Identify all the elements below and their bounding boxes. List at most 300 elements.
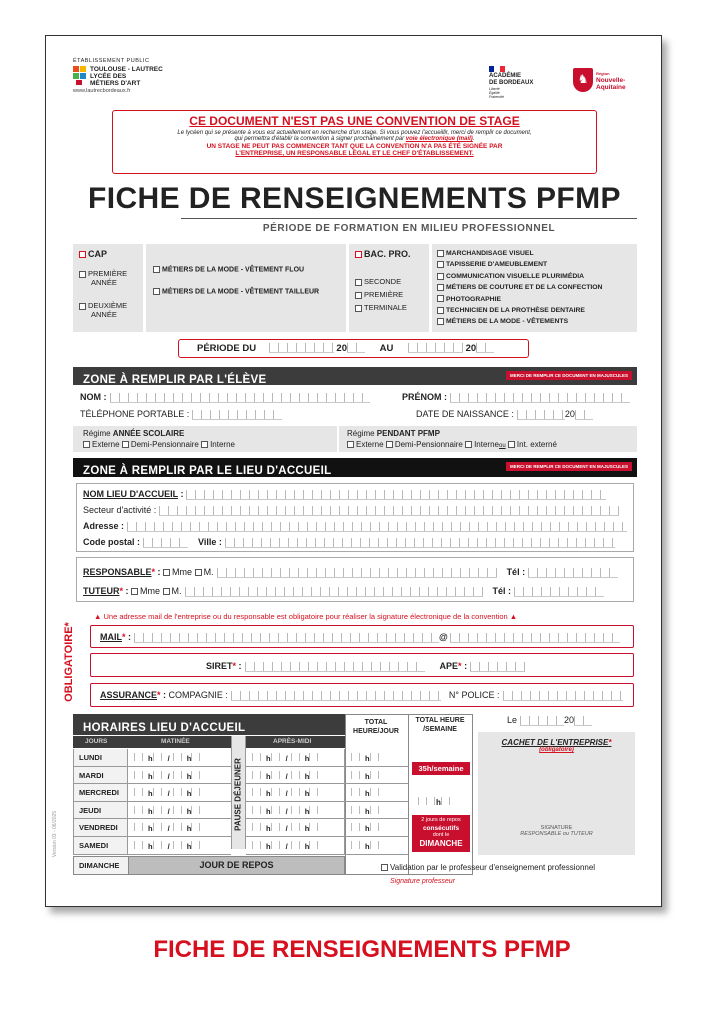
cp-row xyxy=(83,537,615,548)
matin-start-min-field[interactable] xyxy=(153,788,165,796)
mail-local-field[interactable] xyxy=(134,633,439,643)
bac-opt-checkbox[interactable] xyxy=(437,307,444,314)
school-name2: LYCÉE DES xyxy=(90,73,127,80)
police-field[interactable] xyxy=(503,691,623,701)
am-start-h: h xyxy=(266,824,271,834)
region-logo xyxy=(573,68,626,92)
cap-checkbox[interactable] xyxy=(79,251,86,258)
periode-box xyxy=(178,339,529,358)
total-jour-cell xyxy=(345,819,408,837)
matin-end-h: h xyxy=(186,754,192,763)
eleve-header-title: ZONE À REMPLIR PAR L'ÉLÈVE xyxy=(83,374,267,386)
validation-row xyxy=(381,863,595,872)
total-jour-h: h xyxy=(365,754,370,763)
dimanche-label: DIMANCHE xyxy=(74,857,129,874)
total-jour-field[interactable] xyxy=(351,788,365,796)
am-start-field[interactable] xyxy=(252,788,266,796)
school-public: ÉTABLISSEMENT PUBLIC xyxy=(73,58,150,64)
total-sem-field xyxy=(418,797,455,807)
regime-demi: Demi-Pensionnaire xyxy=(130,440,199,449)
pfmp-externe: Externe xyxy=(356,440,384,449)
prenom-label: PRÉNOM : xyxy=(402,392,447,402)
total-jour-field[interactable] xyxy=(351,806,365,814)
tut-mme-checkbox[interactable] xyxy=(131,588,138,595)
am-end-min-field[interactable] xyxy=(309,771,321,779)
ape-field[interactable] xyxy=(470,662,525,672)
secteur-label: Secteur d'activité : xyxy=(83,505,157,515)
periode-end-year: 20 xyxy=(465,343,477,354)
slash: / xyxy=(167,806,170,816)
cap-year2: DEUXIÈME xyxy=(88,301,128,310)
tuteur-row xyxy=(83,586,604,597)
cap-year-panel xyxy=(73,244,143,332)
bac-opt-checkbox[interactable] xyxy=(437,284,444,291)
am-end-h: h xyxy=(304,789,310,799)
repos-line4: DIMANCHE xyxy=(419,838,463,848)
apresmidi-cell xyxy=(246,767,345,785)
bac-option: MÉTIERS DE COUTURE ET DE LA CONFECTION xyxy=(446,284,603,292)
pause-dejeuner-label: PAUSE DÉJEUNER xyxy=(233,758,243,831)
nom-label: NOM : xyxy=(80,392,107,402)
resp-tel-field[interactable] xyxy=(528,568,618,578)
matin-start-field[interactable] xyxy=(134,753,148,761)
cachet-le: Le xyxy=(507,715,518,725)
pfmp-interne-checkbox[interactable] xyxy=(465,441,472,448)
tuteur-field[interactable] xyxy=(185,587,483,597)
region-name2: Aquitaine xyxy=(596,83,626,91)
cachet-date-row xyxy=(507,715,592,726)
apresmidi-cell xyxy=(246,802,345,820)
matin-end-h: h xyxy=(186,771,192,781)
am-start-field[interactable] xyxy=(252,771,266,779)
am-start-field[interactable] xyxy=(252,841,266,849)
matin-end-field[interactable] xyxy=(173,788,187,796)
cap-tailleur-checkbox[interactable] xyxy=(153,288,160,295)
bac-seconde: SECONDE xyxy=(364,277,402,286)
matin-end-h: h xyxy=(186,806,192,816)
regime-scolaire-panel xyxy=(73,426,337,452)
mail-at: @ xyxy=(439,632,448,642)
school-name3: MÉTIERS D'ART xyxy=(90,80,141,87)
am-end-field[interactable] xyxy=(291,788,305,796)
mail-domain-field[interactable] xyxy=(450,633,620,643)
mail-warning: ▲ Une adresse mail de l'entreprise ou du responsable est obligatoire pour réaliser la signature électronique de la convention ▲ xyxy=(94,612,518,621)
total-jour-min-field[interactable] xyxy=(370,753,382,761)
regime-pfmp-bold: PENDANT PFMP xyxy=(376,429,440,438)
tut-tel-field[interactable] xyxy=(514,587,604,597)
day-label: SAMEDI xyxy=(73,837,128,855)
total-jour-h: h xyxy=(365,771,370,781)
am-start-min-field[interactable] xyxy=(271,806,283,814)
naissance-year-field[interactable] xyxy=(575,410,593,420)
slash: / xyxy=(167,754,170,763)
am-end-h: h xyxy=(304,771,310,781)
periode-au-label: AU xyxy=(379,343,394,354)
bac-checkbox[interactable] xyxy=(355,251,362,258)
day-label: VENDREDI xyxy=(73,819,128,837)
total-jour-cell xyxy=(345,784,408,802)
ville-field[interactable] xyxy=(225,538,615,548)
matin-start-h: h xyxy=(148,806,153,816)
day-row xyxy=(73,784,473,802)
cachet-obligatoire: (obligatoire) xyxy=(539,747,574,753)
pfmp-ou: ou xyxy=(498,443,506,449)
responsable-field[interactable] xyxy=(217,568,497,578)
total-jour-min-field[interactable] xyxy=(370,806,382,814)
validation-checkbox[interactable] xyxy=(381,864,388,871)
naissance-row xyxy=(416,409,593,420)
matin-end-min-field[interactable] xyxy=(191,788,203,796)
ape-star: * xyxy=(458,661,462,671)
prenom-field[interactable] xyxy=(450,393,630,403)
total-jour-h: h xyxy=(365,842,370,851)
slash: / xyxy=(285,754,288,763)
slash: / xyxy=(285,789,288,799)
pfmp-externe-checkbox[interactable] xyxy=(347,441,354,448)
am-end-min-field[interactable] xyxy=(309,753,321,761)
matin-start-h: h xyxy=(148,754,153,763)
am-end-min-field[interactable] xyxy=(309,788,321,796)
tel-row xyxy=(80,409,282,420)
cachet-year-field[interactable] xyxy=(574,716,592,726)
responsable-star: * xyxy=(151,567,156,577)
bac-opt-checkbox[interactable] xyxy=(437,273,444,280)
am-end-min-field[interactable] xyxy=(309,823,321,831)
resp-m: M. xyxy=(203,567,214,577)
bac-option: PHOTOGRAPHIE xyxy=(446,295,502,303)
am-start-min-field[interactable] xyxy=(271,788,283,796)
matin-start-field[interactable] xyxy=(134,823,148,831)
validation-text: Validation par le professeur d'enseignement professionnel xyxy=(390,863,596,872)
notice-warning2: L'ENTREPRISE, UN RESPONSABLE LÉGAL ET LE CHEF D'ÉTABLISSEMENT. xyxy=(235,150,474,157)
title-underline xyxy=(181,218,637,219)
notice-title: CE DOCUMENT N'EST PAS UNE CONVENTION DE STAGE xyxy=(189,114,520,128)
horaires-subheader xyxy=(73,736,345,748)
apresmidi-cell xyxy=(246,749,345,767)
bac-opt-checkbox[interactable] xyxy=(437,318,444,325)
lautrec-logo-icon xyxy=(73,66,87,86)
regime-pfmp-label: Régime xyxy=(347,429,377,438)
am-end-h: h xyxy=(304,824,310,834)
cap-flou-checkbox[interactable] xyxy=(153,266,160,273)
total-jour-header: TOTAL HEURE/JOUR xyxy=(353,719,399,735)
secteur-row xyxy=(83,505,619,516)
total-jour-h: h xyxy=(365,806,370,816)
compagnie-field[interactable] xyxy=(231,691,441,701)
notice-line1: Le lycéen qui se présente à vous est actuellement en recherche d'un stage. Si vous pouvez l'accueillir, merci de remplir ce document, xyxy=(177,130,532,136)
naissance-field[interactable] xyxy=(517,410,565,420)
resp-m-checkbox[interactable] xyxy=(195,569,202,576)
cachet-box[interactable] xyxy=(478,732,635,855)
am-end-field[interactable] xyxy=(291,806,305,814)
responsable-colon: : xyxy=(155,567,161,577)
total-jour-h: h xyxy=(365,789,370,799)
version-label: Version 03 - 06/2025 xyxy=(52,810,58,858)
bac-option: COMMUNICATION VISUELLE PLURIMÉDIA xyxy=(446,272,585,280)
total-sem-h-field[interactable] xyxy=(418,797,436,805)
bac-opt-checkbox[interactable] xyxy=(437,261,444,268)
total-jour-min-field[interactable] xyxy=(370,788,382,796)
day-label: JEUDI xyxy=(73,802,128,820)
am-start-field[interactable] xyxy=(252,753,266,761)
accueil-header-title: ZONE À REMPLIR PAR LE LIEU D'ACCUEIL xyxy=(83,465,332,477)
cachet-date-field[interactable] xyxy=(520,716,564,726)
bac-option: MÉTIERS DE LA MODE - VÊTEMENTS xyxy=(446,318,569,326)
am-end-h: h xyxy=(304,754,310,763)
naissance-label: DATE DE NAISSANCE : xyxy=(416,409,514,419)
am-end-min-field[interactable] xyxy=(309,841,321,849)
compagnie-label: COMPAGNIE : xyxy=(168,690,228,700)
responsable-label: RESPONSABLE xyxy=(83,567,152,577)
academie-line1: ACADÉMIE xyxy=(489,73,522,79)
region-crest-icon: ♞ xyxy=(573,68,593,92)
cp-label: Code postal : xyxy=(83,537,141,547)
total-jour-field[interactable] xyxy=(351,823,365,831)
siret-colon: : xyxy=(236,661,242,671)
repos-badge xyxy=(412,815,470,852)
periode-start-field[interactable] xyxy=(269,343,334,353)
nomlieu-row xyxy=(83,489,606,500)
cap-year2-checkbox[interactable] xyxy=(79,303,86,310)
total-jour-cell xyxy=(345,767,408,785)
matin-start-field[interactable] xyxy=(134,771,148,779)
pfmp-intext: Int. externé xyxy=(516,440,557,449)
regime-demi-checkbox[interactable] xyxy=(122,441,129,448)
tut-m-checkbox[interactable] xyxy=(163,588,170,595)
bac-terminale-checkbox[interactable] xyxy=(355,305,362,312)
cp-field[interactable] xyxy=(143,538,188,548)
matin-end-field[interactable] xyxy=(173,841,187,849)
matin-end-field[interactable] xyxy=(173,771,187,779)
am-start-min-field[interactable] xyxy=(271,753,283,761)
matin-end-min-field[interactable] xyxy=(191,823,203,831)
pfmp-demi: Demi-Pensionnaire xyxy=(394,440,463,449)
matin-start-field[interactable] xyxy=(134,806,148,814)
matinee-cell xyxy=(128,784,231,802)
bac-option: TECHNICIEN DE LA PROTHÈSE DENTAIRE xyxy=(446,307,585,315)
cap-options-panel xyxy=(146,244,346,332)
mail-colon: : xyxy=(125,632,132,642)
slash: / xyxy=(285,824,288,834)
matin-end-h: h xyxy=(186,842,192,851)
ape-label: APE xyxy=(439,661,459,671)
matin-start-min-field[interactable] xyxy=(153,841,165,849)
secteur-field[interactable] xyxy=(159,506,619,516)
periode-start-year: 20 xyxy=(336,343,347,354)
region-small: Région xyxy=(596,70,610,76)
tel-field[interactable] xyxy=(192,410,282,420)
matinee-cell xyxy=(128,802,231,820)
periode-end-year-field[interactable] xyxy=(476,343,494,353)
matin-start-h: h xyxy=(148,842,153,851)
am-start-h: h xyxy=(266,842,271,851)
adresse-field[interactable] xyxy=(127,522,627,532)
am-end-field[interactable] xyxy=(291,771,305,779)
signature-label: SIGNATURE xyxy=(540,825,573,831)
matinee-cell xyxy=(128,837,231,855)
total-sem-header: TOTAL HEURE /SEMAINE xyxy=(415,717,465,733)
day-label: MARDI xyxy=(73,767,128,785)
horaires-title: HORAIRES LIEU D'ACCUEIL xyxy=(83,722,246,734)
am-end-h: h xyxy=(304,842,310,851)
matinee-cell xyxy=(128,749,231,767)
matin-end-field[interactable] xyxy=(173,823,187,831)
total-sem-m-field[interactable] xyxy=(441,797,455,805)
bac-terminale: TERMINALE xyxy=(364,303,407,312)
total-jour-min-field[interactable] xyxy=(370,841,382,849)
am-start-field[interactable] xyxy=(252,806,266,814)
assurance-label: ASSURANCE xyxy=(100,690,158,700)
am-start-h: h xyxy=(266,771,271,781)
matin-end-field[interactable] xyxy=(173,806,187,814)
periode-end-field[interactable] xyxy=(408,343,463,353)
bac-year-panel xyxy=(349,244,429,332)
pfmp-demi-checkbox[interactable] xyxy=(386,441,393,448)
slash: / xyxy=(285,771,288,781)
eleve-majuscules-tag: MERCI DE REMPLIR CE DOCUMENT EN MAJUSCULES xyxy=(506,371,632,380)
school-name: TOULOUSE - LAUTREC xyxy=(90,66,163,73)
naissance-year: 20 xyxy=(564,409,575,419)
bac-premiere: PREMIÈRE xyxy=(364,290,404,299)
french-flag-icon xyxy=(489,66,505,72)
am-start-min-field[interactable] xyxy=(271,823,283,831)
notice-box xyxy=(112,110,597,174)
periode-du-label: PÉRIODE DU xyxy=(197,343,257,354)
matin-start-min-field[interactable] xyxy=(153,823,165,831)
siret-row xyxy=(206,661,525,672)
matin-start-h: h xyxy=(148,789,153,799)
matin-end-min-field[interactable] xyxy=(191,806,203,814)
slash: / xyxy=(285,806,288,816)
responsable-row xyxy=(83,567,618,578)
tut-m: M. xyxy=(171,586,182,596)
matin-start-h: h xyxy=(148,824,153,834)
apresmidi-cell xyxy=(246,784,345,802)
pfmp-interne: Interne xyxy=(474,440,499,449)
am-start-min-field[interactable] xyxy=(271,771,283,779)
am-start-min-field[interactable] xyxy=(271,841,283,849)
bac-seconde-checkbox[interactable] xyxy=(355,279,362,286)
tuteur-colon: : xyxy=(123,586,129,596)
day-label: MERCREDI xyxy=(73,784,128,802)
resp-mme-checkbox[interactable] xyxy=(163,569,170,576)
bac-opt-checkbox[interactable] xyxy=(437,295,444,302)
cap-year1-checkbox[interactable] xyxy=(79,271,86,278)
total-jour-cell xyxy=(345,837,408,855)
siret-label: SIRET xyxy=(206,661,233,671)
school-url: www.lautrecbordeaux.fr xyxy=(73,88,131,94)
accueil-header xyxy=(73,458,637,477)
jours-header: JOURS xyxy=(85,738,108,745)
am-start-h: h xyxy=(266,789,271,799)
total-jour-min-field[interactable] xyxy=(370,823,382,831)
mail-row xyxy=(100,632,620,643)
notice-warning1: UN STAGE NE PEUT PAS COMMENCER TANT QUE LA CONVENTION N'A PAS ÉTÉ SIGNÉE PAR xyxy=(206,143,503,150)
matin-end-min-field[interactable] xyxy=(191,771,203,779)
total-jour-field[interactable] xyxy=(351,753,365,761)
tuteur-label: TUTEUR xyxy=(83,586,120,596)
slash: / xyxy=(285,842,288,851)
total-jour-field[interactable] xyxy=(351,841,365,849)
page-title: FICHE DE RENSEIGNEMENTS PFMP xyxy=(88,182,621,215)
total-jour-min-field[interactable] xyxy=(370,771,382,779)
matin-start-field[interactable] xyxy=(134,841,148,849)
cap-year1b: ANNÉE xyxy=(91,278,117,287)
am-start-field[interactable] xyxy=(252,823,266,831)
siret-star: * xyxy=(232,661,237,671)
bottom-caption: FICHE DE RENSEIGNEMENTS PFMP xyxy=(153,936,571,963)
bac-option: TAPISSERIE D'AMEUBLEMENT xyxy=(446,261,548,269)
bac-premiere-checkbox[interactable] xyxy=(355,292,362,299)
obligatoire-vertical: OBLIGATOIRE* xyxy=(63,622,75,702)
nom-field[interactable] xyxy=(110,393,370,403)
am-end-field[interactable] xyxy=(291,823,305,831)
am-end-field[interactable] xyxy=(291,841,305,849)
cap-year1: PREMIÈRE xyxy=(88,269,128,278)
regime-pfmp-panel xyxy=(339,426,637,452)
adresse-label: Adresse : xyxy=(83,521,125,531)
jour-de-repos: JOUR DE REPOS xyxy=(129,857,344,874)
nomlieu-colon: : xyxy=(177,489,184,499)
matin-start-min-field[interactable] xyxy=(153,771,165,779)
region-name1: Nouvelle- xyxy=(596,76,626,84)
slash: / xyxy=(167,842,170,851)
adresse-row xyxy=(83,521,627,532)
page-subtitle: PÉRIODE DE FORMATION EN MILIEU PROFESSIONNEL xyxy=(262,223,556,234)
horaires-header xyxy=(73,714,345,735)
regime-scolaire-label: Régime xyxy=(83,429,113,438)
bac-opt-checkbox[interactable] xyxy=(437,250,444,257)
regime-externe: Externe xyxy=(92,440,120,449)
matinee-cell xyxy=(128,767,231,785)
badge-35h: 35h/semaine xyxy=(412,762,470,775)
dimanche-row xyxy=(73,856,345,875)
day-label: LUNDI xyxy=(73,749,128,767)
total-jour-field[interactable] xyxy=(351,771,365,779)
regime-interne-checkbox[interactable] xyxy=(201,441,208,448)
pfmp-intext-checkbox[interactable] xyxy=(508,441,515,448)
regime-externe-checkbox[interactable] xyxy=(83,441,90,448)
slash: / xyxy=(167,824,170,834)
school-logo xyxy=(73,58,183,94)
siret-field[interactable] xyxy=(245,662,425,672)
academie-motto: Liberté Égalité Fraternité xyxy=(489,87,504,99)
periode-start-year-field[interactable] xyxy=(347,343,365,353)
cachet-star: * xyxy=(608,738,612,747)
nomlieu-field[interactable] xyxy=(186,490,606,500)
tut-tel-label: Tél : xyxy=(492,586,512,596)
am-end-field[interactable] xyxy=(291,753,305,761)
eleve-header xyxy=(73,367,637,385)
cap-option-tailleur: MÉTIERS DE LA MODE - VÊTEMENT TAILLEUR xyxy=(162,288,320,296)
tut-mme: Mme xyxy=(140,586,161,596)
matin-start-field[interactable] xyxy=(134,788,148,796)
notice-link[interactable]: voie électronique (mail) xyxy=(405,136,473,142)
matin-end-min-field[interactable] xyxy=(191,753,203,761)
matin-start-min-field[interactable] xyxy=(153,806,165,814)
regime-interne: Interne xyxy=(210,440,235,449)
matin-start-min-field[interactable] xyxy=(153,753,165,761)
academie-line2: DE BORDEAUX xyxy=(489,80,534,86)
matin-end-min-field[interactable] xyxy=(191,841,203,849)
am-end-min-field[interactable] xyxy=(309,806,321,814)
academie-logo xyxy=(489,66,559,99)
matin-end-field[interactable] xyxy=(173,753,187,761)
ville-label: Ville : xyxy=(198,537,222,547)
signature-professeur: Signature professeur xyxy=(390,878,455,885)
total-jour-cell xyxy=(345,749,408,767)
slash: / xyxy=(167,789,170,799)
